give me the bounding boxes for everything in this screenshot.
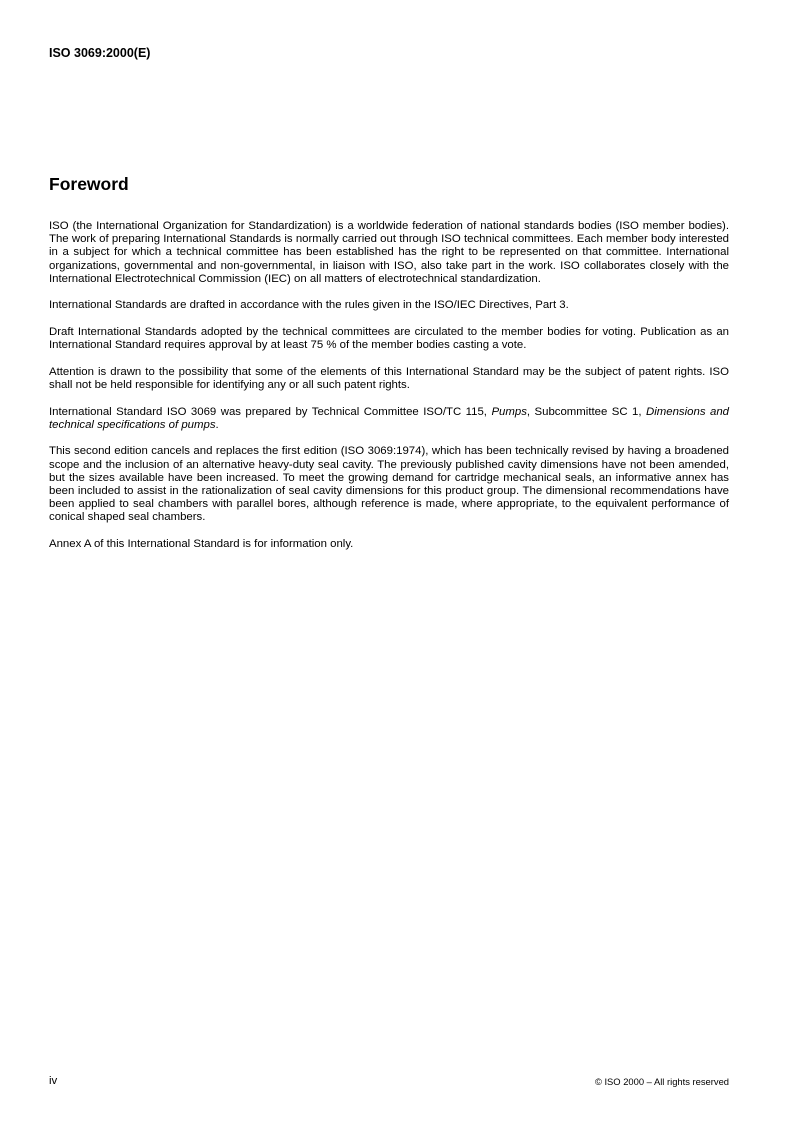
subcommittee-name: Dimensions and technical specifications of pumps	[49, 405, 729, 431]
foreword-body	[49, 220, 729, 565]
copyright-notice: © ISO 2000 – All rights reserved	[594, 1076, 729, 1087]
document-identifier: ISO 3069:2000(E)	[49, 46, 151, 60]
preparation-text-3: .	[215, 418, 219, 431]
page-number: iv	[49, 1075, 58, 1087]
paragraph-annex-note: Annex A of this International Standard is for information only.	[49, 538, 354, 550]
paragraph-edition-changes: This second edition cancels and replaces the first edition (ISO 3069:1974), which has been technically revised by having a broadened scope and the inclusion of an alternative heavy-duty seal cavity. The previously published cavity dimensions have not been amended, but the sizes available have been increased. To meet the growing demand for cartridge mechanical seals, an informative annex has been included to assist in the rationalization of seal cavity dimensions for this product group. The dimensional recommendations have been applied to seal chambers with parallel bores, although reference is made, where appropriate, to the equivalent performance of conical shaped seal chambers.	[49, 445, 729, 524]
paragraph-directives: International Standards are drafted in accordance with the rules given in the ISO/IEC Directives, Part 3.	[49, 299, 569, 312]
paragraph-patent-rights: Attention is drawn to the possibility that some of the elements of this International Standard may be the subject of patent rights. ISO shall not be held responsible for identifying any or all such patent rights.	[49, 365, 729, 391]
paragraph-preparation	[49, 406, 729, 432]
preparation-text-1: International Standard ISO 3069 was prepared by Technical Committee ISO/TC 115,	[49, 405, 492, 418]
paragraph-voting: Draft International Standards adopted by the technical committees are circulated to the member bodies for voting. Publication as an International Standard requires approval by at least 75 % of the member bodies casting a vote.	[49, 326, 729, 352]
paragraph-iso-overview: ISO (the International Organization for Standardization) is a worldwide federation of national standards bodies (ISO member bodies). The work of preparing International Standards is normally carried out through ISO technical committees. Each member body interested in a subject for which a technical committee has been established has the right to be represented on that committee. International organizations, governmental and non-governmental, in liaison with ISO, also take part in the work. ISO collaborates closely with the International Electrotechnical Commission (IEC) on all matters of electrotechnical standardization.	[49, 220, 729, 285]
preparation-text-2: , Subcommittee SC 1,	[526, 405, 647, 418]
committee-name: Pumps	[491, 405, 527, 418]
page-title: Foreword	[49, 174, 129, 194]
